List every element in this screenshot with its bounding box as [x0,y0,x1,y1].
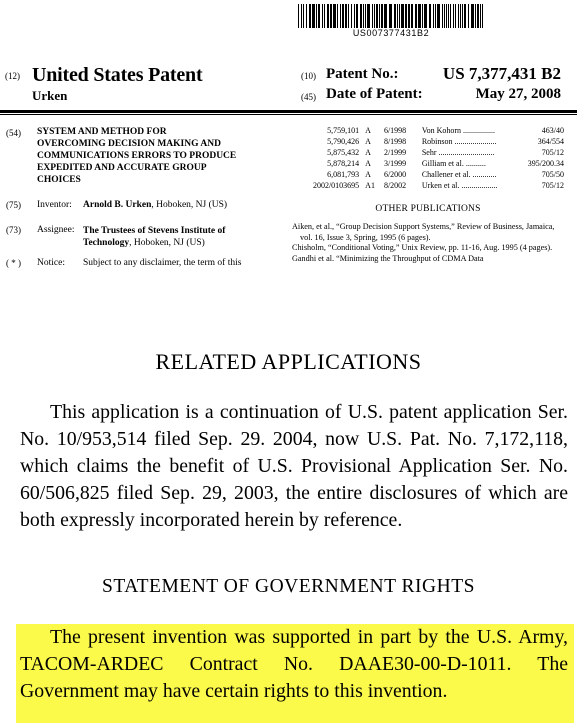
notice-code: ( * ) [6,258,21,268]
reference-date: 6/2000 [383,170,407,179]
barcode-bar [363,4,364,28]
government-rights-heading: STATEMENT OF GOVERNMENT RIGHTS [102,576,475,597]
barcode-bar [354,4,355,28]
barcode-bar [418,4,421,28]
reference-leader-dots: ................ [463,126,496,135]
barcode-bar [453,4,454,28]
reference-name [422,147,528,158]
title-line: SYSTEM AND METHOD FOR [37,127,167,137]
reference-row [292,180,564,191]
title-line: OVERCOMING DECISION MAKING AND [37,139,221,149]
date-of-patent: May 27, 2008 [475,86,561,102]
barcode-bar [348,4,349,28]
barcode-bar [337,4,338,28]
reference-name-text: Urken et al. [421,181,460,190]
barcode-bar [301,4,302,28]
reference-name [422,180,528,191]
reference-kind: A [365,170,371,179]
barcode-bar [415,4,417,28]
barcode-bar [318,4,320,28]
reference-leader-dots: .......... [465,159,486,168]
reference-class: 364/554 [537,137,564,146]
reference-number: 5,875,432 [327,148,360,157]
barcode-bar [424,4,427,28]
reference-name [422,158,528,169]
inid-code-75: (75) [6,200,21,210]
barcode-bar [324,4,325,28]
assignee-location: , Hoboken, NJ (US) [129,238,205,248]
reference-name-text: Von Kohorn [421,126,462,135]
related-applications-heading: RELATED APPLICATIONS [155,349,422,374]
related-applications-paragraph: This application is a continuation of U.S. patent application Ser. No. 10/953,514 filed Sep. 29. 2004, now U.S. Pat. No. 7,172,118, which claims the benefit of U.S. Provisional Application Ser. No. 60/506,825 filed Sep. 29, 2003, the entire disclosures of which are both expressly incorporated herein by reference. [20,401,568,531]
first-inventor-surname: Urken [32,88,68,103]
inid-code-54: (54) [6,128,21,138]
barcode-bar [405,4,407,28]
reference-date: 6/1998 [383,126,407,135]
barcode-bar [437,4,440,28]
reference-class: 705/12 [541,181,564,190]
barcode-bar [316,4,317,28]
header-thin-rule [0,114,577,115]
reference-row [292,158,564,169]
publication-entry: Chisholm, “Conditional Voting,” Unix Review, pp. 11-16, Aug. 1995 (4 pages). [292,243,553,252]
barcode-bar [446,4,447,28]
other-publications-list [292,222,564,264]
barcode-bar [394,4,396,28]
inid-code-10: (10) [301,71,316,81]
reference-row [292,125,564,136]
publication-entry: Gandhi et al. “Minimizing the Throughput of CDMA Data [292,253,484,263]
barcode-bar [381,4,383,28]
barcode-bar [460,4,461,28]
barcode-bar [411,4,413,28]
barcode-number: US007377431B2 [352,28,430,38]
reference-kind: A1 [365,181,375,190]
reference-class: 705/12 [541,148,564,157]
reference-date: 2/1999 [383,148,407,157]
notice-label: Notice: [37,258,65,268]
barcode-bar [327,4,329,28]
barcode-bar [399,4,400,28]
barcode-bar [471,4,474,28]
reference-leader-dots: .................. [461,181,498,190]
reference-number: 5,790,426 [327,137,360,146]
barcode-bar [367,4,370,28]
barcode-bar [374,4,375,28]
assignee-label: Assignee: [37,225,75,235]
reference-date: 3/1999 [383,159,407,168]
barcode-bar [444,4,445,28]
barcode-bar [397,4,398,28]
barcode-bar [458,4,459,28]
reference-name [422,169,528,180]
reference-name-text: Gilliam et al. [421,159,464,168]
barcode-bar [360,4,362,28]
barcode-bar [303,4,304,28]
reference-class: 463/40 [541,126,564,135]
barcode-bar [389,4,392,28]
barcode-bar [365,4,366,28]
reference-row [292,169,564,180]
inid-code-12: (12) [5,71,20,81]
barcode-bar [384,4,387,28]
invention-title [37,126,236,186]
barcode-bar [455,4,456,28]
reference-row [292,136,564,147]
barcode-bar [464,4,466,28]
reference-name-text: Challener et al. [421,170,471,179]
title-line: COMMUNICATIONS ERRORS TO PRODUCE [37,151,237,161]
barcode-bar [433,4,434,28]
barcode-bar [475,4,476,28]
header-thick-rule [0,110,577,113]
barcode-bar [482,4,483,28]
barcode-bar [356,4,358,28]
reference-number: 5,759,101 [327,126,360,135]
document-type-title: United States Patent [32,64,203,86]
other-publications-heading: OTHER PUBLICATIONS [375,204,481,214]
references-cited-table [292,125,564,191]
reference-date: 8/2002 [383,181,407,190]
assignee-value [83,225,293,249]
barcode-bar [372,4,373,28]
barcode-bar [351,4,352,28]
government-rights-paragraph: The present invention was supported in part by the U.S. Army, TACOM-ARDEC Contract No. DAAE30-00-D-1011. The Government may have certain rights to this invention. [20,626,568,702]
barcode-bar [322,4,323,28]
reference-number: 6,081,793 [327,170,360,179]
inventor-location: , Hoboken, NJ (US) [151,200,228,210]
barcode-bar [462,4,463,28]
reference-name-text: Sehr [421,148,437,157]
barcode-bar [309,4,311,28]
barcode-bar [345,4,347,28]
barcode-bar [379,4,380,28]
inventor-value [83,200,227,210]
barcode-bar [480,4,481,28]
reference-leader-dots: ............ [472,170,497,179]
barcode-bar [468,4,469,28]
barcode-bar [450,4,451,28]
barcode-bar [422,4,423,28]
assignee-name-line1: The Trustees of Stevens Institute of [83,226,226,236]
barcode-bar [333,4,336,28]
publication-entry: Aiken, et al., “Group Decision Support Systems,” Review of Business, Jamaica, vol. 16, Issue 3, Spring, 1995 (6 pages). [292,222,555,242]
reference-kind: A [365,148,371,157]
patent-number: US 7,377,431 B2 [442,64,561,83]
inventor-label: Inventor: [37,200,72,210]
reference-name-text: Robinson [421,137,453,146]
barcode-bar [330,4,332,28]
patent-number-label: Patent No.: [326,66,399,82]
barcode-bar [408,4,410,28]
reference-number: 2002/0103695 [312,181,360,190]
inid-code-45: (45) [301,92,316,102]
barcode-bar [435,4,436,28]
barcode-bar [401,4,404,28]
barcode-bar [306,4,307,28]
barcode-image [298,4,484,28]
reference-kind: A [365,137,371,146]
date-of-patent-label: Date of Patent: [326,86,423,102]
reference-date: 8/1998 [383,137,407,146]
inventor-name: Arnold B. Urken [83,200,152,210]
reference-kind: A [365,126,371,135]
reference-row [292,147,564,158]
barcode-bar [312,4,315,28]
inid-code-73: (73) [6,225,21,235]
barcode-bar [340,4,341,28]
reference-class: 705/50 [541,170,564,179]
reference-kind: A [365,159,371,168]
barcode-bar [298,4,299,28]
assignee-name-line2: Technology [83,238,130,248]
reference-leader-dots: ..................... [454,137,497,146]
barcode-bar [442,4,443,28]
barcode-bar [429,4,431,28]
barcode-bar [376,4,378,28]
barcode-bar [342,4,344,28]
barcode-bar [477,4,479,28]
notice-text: Subject to any disclaimer, the term of this [83,258,242,268]
reference-leader-dots: ............................ [438,148,495,157]
reference-name [422,136,528,147]
barcode-bar [448,4,449,28]
reference-name [422,125,528,136]
reference-class: 395/200.34 [527,159,564,168]
title-line: EXPEDITED AND ACCURATE GROUP [37,163,207,173]
reference-number: 5,878,214 [327,159,360,168]
title-line: CHOICES [37,175,81,185]
